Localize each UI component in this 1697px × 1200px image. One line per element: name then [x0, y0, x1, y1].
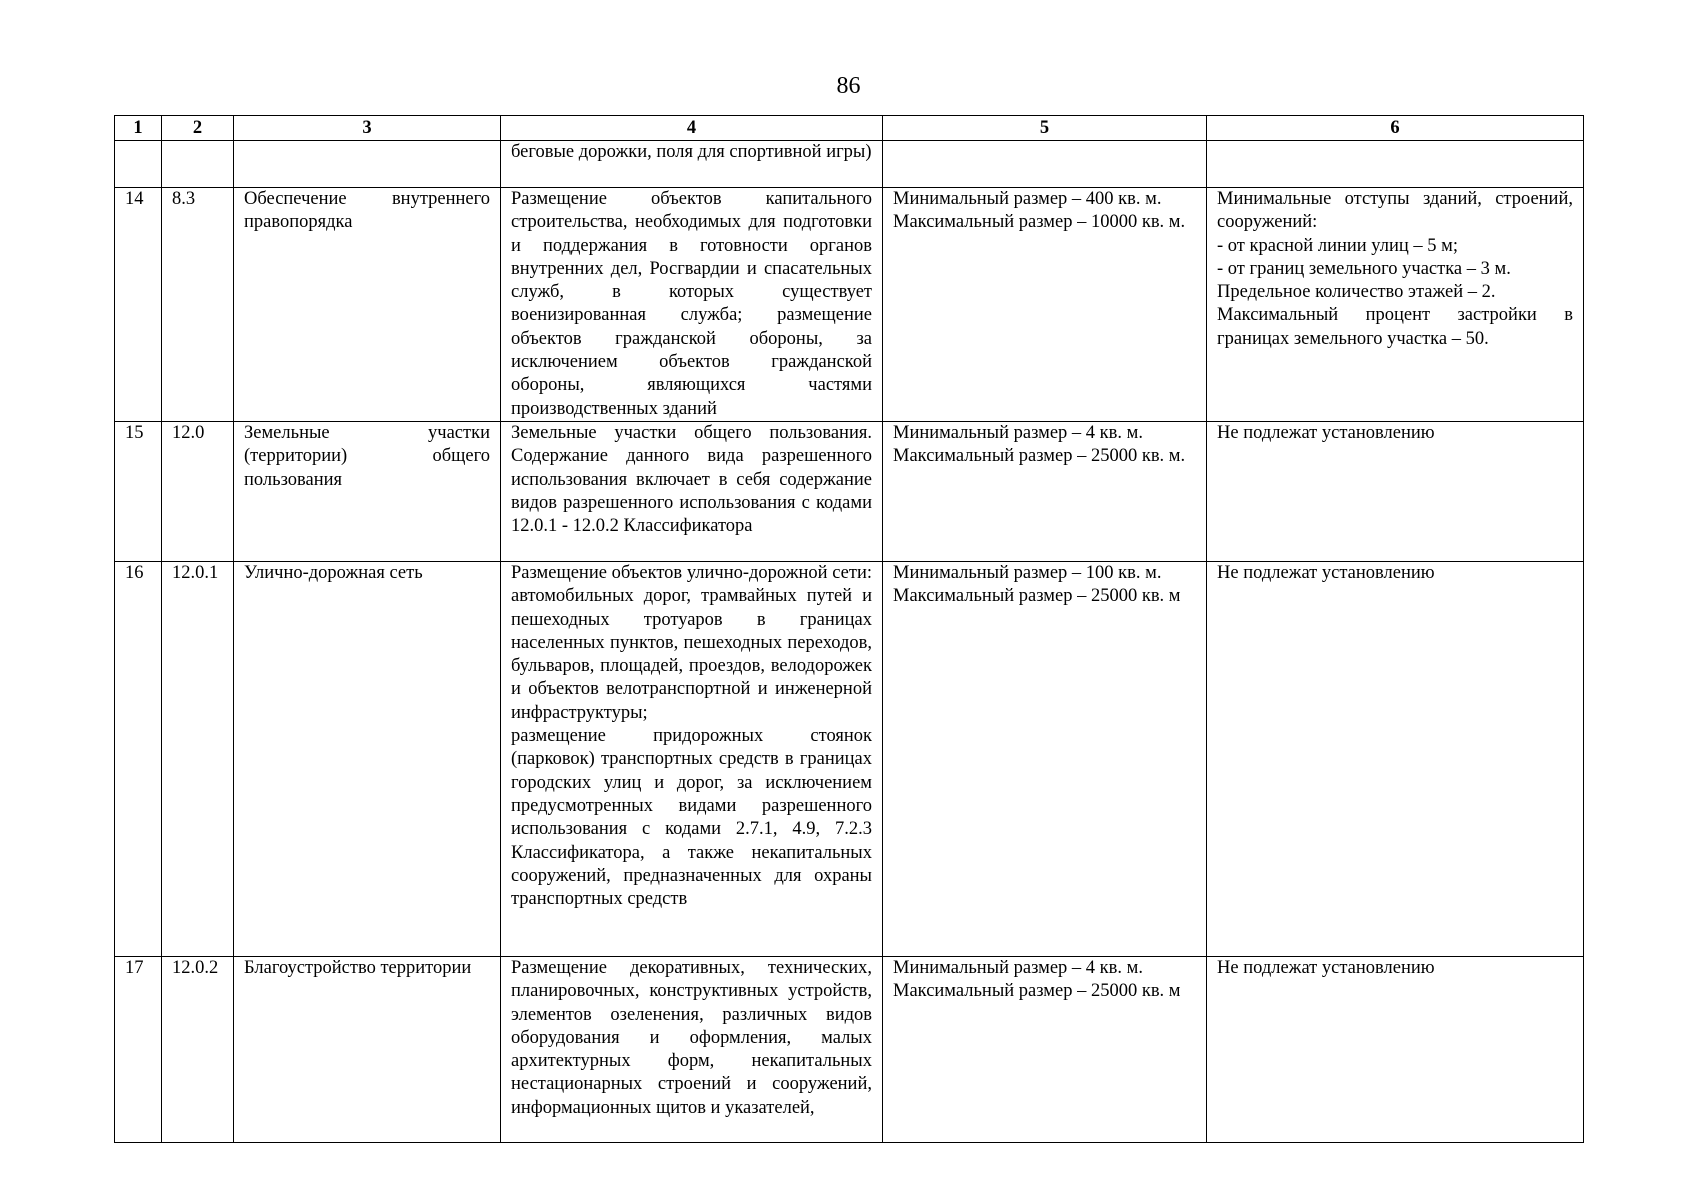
cell-description: беговые дорожки, поля для спортивной игры) [501, 141, 883, 188]
cell-params [1207, 141, 1584, 188]
cell-params: Не подлежат установлению [1207, 956, 1584, 1142]
column-header-5: 5 [883, 116, 1207, 141]
table-row [115, 141, 1584, 188]
column-header-2: 2 [162, 116, 234, 141]
cell-number: 14 [115, 188, 162, 422]
cell-params: Минимальные отступы зданий, строений, сооружений: - от красной линии улиц – 5 м; - от границ земельного участка – 3 м. Предельное количество этажей – 2. Максимальный процент застройки в границах земельного участка – 50. [1207, 188, 1584, 422]
cell-name: Улично-дорожная сеть [234, 561, 501, 956]
table-header-row [115, 116, 1584, 141]
cell-description: Земельные участки общего пользования. Содержание данного вида разрешенного использования включает в себя содержание видов разрешенного использования с кодами 12.0.1 - 12.0.2 Классификатора [501, 421, 883, 561]
cell-name: Благоустройство территории [234, 956, 501, 1142]
cell-code: 12.0.1 [162, 561, 234, 956]
cell-name: Земельные участки (территории) общего пользования [234, 421, 501, 561]
cell-number: 16 [115, 561, 162, 956]
cell-code: 12.0 [162, 421, 234, 561]
cell-size [883, 141, 1207, 188]
cell-params: Не подлежат установлению [1207, 561, 1584, 956]
column-header-4: 4 [501, 116, 883, 141]
table-row [115, 421, 1584, 561]
cell-code: 8.3 [162, 188, 234, 422]
cell-number [115, 141, 162, 188]
cell-size: Минимальный размер – 400 кв. м. Максимальный размер – 10000 кв. м. [883, 188, 1207, 422]
cell-code: 12.0.2 [162, 956, 234, 1142]
cell-number: 17 [115, 956, 162, 1142]
cell-code [162, 141, 234, 188]
zoning-table [114, 115, 1584, 1143]
cell-number: 15 [115, 421, 162, 561]
page-number: 86 [836, 73, 861, 99]
cell-params: Не подлежат установлению [1207, 421, 1584, 561]
cell-description: Размещение декоративных, технических, планировочных, конструктивных устройств, элементов озеленения, различных видов оборудования и оформления, малых архитектурных форм, некапитальных нестационарных строений и сооружений, информационных щитов и указателей, [501, 956, 883, 1142]
cell-size: Минимальный размер – 4 кв. м. Максимальный размер – 25000 кв. м [883, 956, 1207, 1142]
table-row [115, 956, 1584, 1142]
table-row [115, 188, 1584, 422]
table-row [115, 561, 1584, 956]
cell-name [234, 141, 501, 188]
cell-name: Обеспечение внутреннего правопорядка [234, 188, 501, 422]
cell-size: Минимальный размер – 100 кв. м. Максимальный размер – 25000 кв. м [883, 561, 1207, 956]
column-header-6: 6 [1207, 116, 1584, 141]
cell-description: Размещение объектов капитального строительства, необходимых для подготовки и поддержания в готовности органов внутренних дел, Росгвардии и спасательных служб, в которых существует военизированная служба; размещение объектов гражданской обороны, за исключением объектов гражданской обороны, являющихся частями производственных зданий [501, 188, 883, 422]
column-header-3: 3 [234, 116, 501, 141]
cell-size: Минимальный размер – 4 кв. м. Максимальный размер – 25000 кв. м. [883, 421, 1207, 561]
cell-description: Размещение объектов улично-дорожной сети: автомобильных дорог, трамвайных путей и пешеходных тротуаров в границах населенных пунктов, пешеходных переходов, бульваров, площадей, проездов, велодорожек и объектов велотранспортной и инженерной инфраструктуры; размещение придорожных стоянок (парковок) транспортных средств в границах городских улиц и дорог, за исключением предусмотренных видами разрешенного использования с кодами 2.7.1, 4.9, 7.2.3 Классификатора, а также некапитальных сооружений, предназначенных для охраны транспортных средств [501, 561, 883, 956]
column-header-1: 1 [115, 116, 162, 141]
